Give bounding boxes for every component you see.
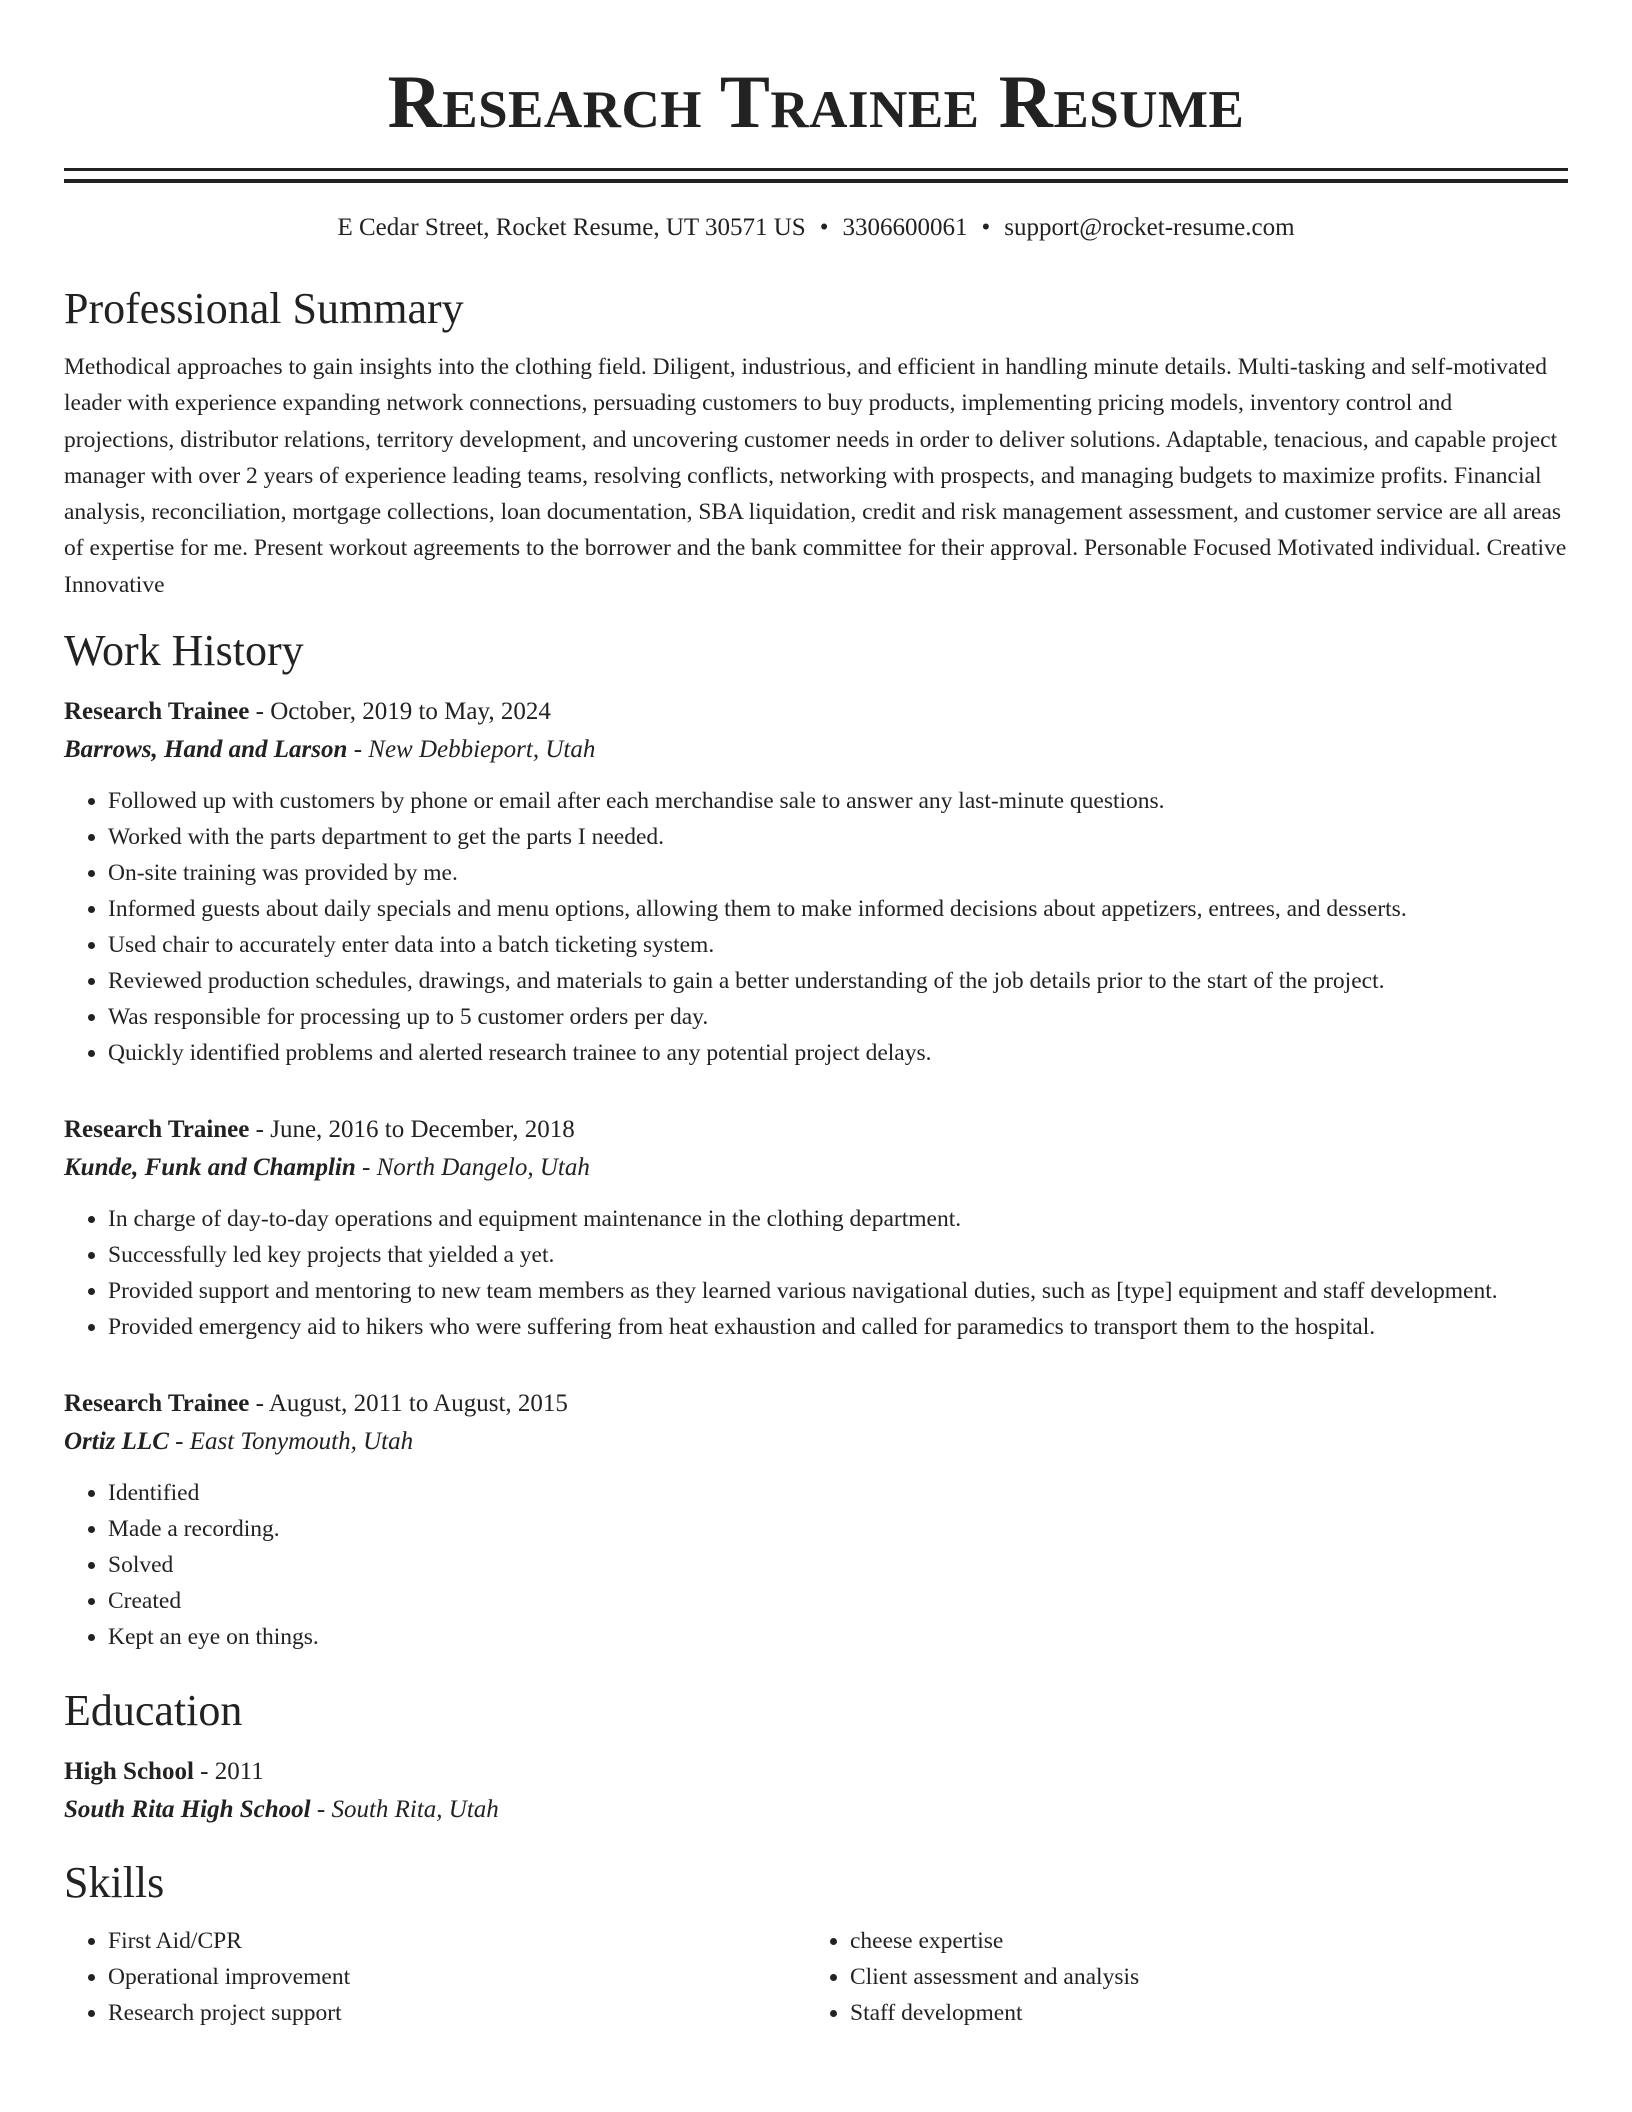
list-item: • cheese expertise bbox=[850, 1923, 1568, 1959]
list-item: • First Aid/CPR bbox=[108, 1923, 806, 1959]
job-location: - North Dangelo, Utah bbox=[355, 1154, 590, 1182]
list-item: • Research project support bbox=[108, 1995, 806, 2031]
resume-title: Research Trainee Resume bbox=[387, 61, 1245, 144]
list-item: • Made a recording. bbox=[108, 1511, 1568, 1547]
contact-line bbox=[64, 211, 1568, 245]
section-heading-education: Education bbox=[64, 1686, 243, 1736]
list-item: • Worked with the parts department to get the parts I needed. bbox=[108, 819, 1568, 855]
education-entry bbox=[64, 1753, 1568, 1829]
list-item: • Operational improvement bbox=[108, 1959, 806, 1995]
list-item: • Informed guests about daily specials and menu options, allowing them to make informed decisions about appetizers, entrees, and desserts. bbox=[108, 891, 1568, 927]
job-title-line bbox=[64, 693, 1568, 731]
job-title-line bbox=[64, 1111, 1568, 1149]
job-dates: - June, 2016 to December, 2018 bbox=[249, 1116, 575, 1144]
list-item: • Provided emergency aid to hikers who were suffering from heat exhaustion and called for paramedics to transport them to the hospital. bbox=[108, 1309, 1568, 1345]
education-school-line bbox=[64, 1791, 1568, 1829]
education-degree: High School bbox=[64, 1758, 194, 1786]
education-degree-line bbox=[64, 1753, 1568, 1791]
job-duties-list bbox=[64, 1475, 1568, 1655]
job-location: - East Tonymouth, Utah bbox=[168, 1428, 414, 1456]
list-item: • Reviewed production schedules, drawings, and materials to gain a better understanding of the job details prior to the start of the project. bbox=[108, 963, 1568, 999]
job-location: - New Debbieport, Utah bbox=[347, 736, 596, 764]
job-employer-line bbox=[64, 731, 1568, 769]
list-item: • Used chair to accurately enter data into a batch ticketing system. bbox=[108, 927, 1568, 963]
job-entry bbox=[64, 693, 1568, 1071]
job-dates: - August, 2011 to August, 2015 bbox=[249, 1390, 568, 1418]
list-item: • Kept an eye on things. bbox=[108, 1619, 1568, 1655]
education-school: South Rita High School bbox=[64, 1796, 311, 1824]
job-employer: Ortiz LLC bbox=[64, 1428, 169, 1456]
job-title: Research Trainee bbox=[64, 1390, 250, 1418]
contact-separator: • bbox=[819, 214, 829, 241]
job-duties-list bbox=[64, 1201, 1568, 1345]
title-divider bbox=[64, 168, 1568, 183]
job-entry bbox=[64, 1385, 1568, 1655]
job-employer-line bbox=[64, 1149, 1568, 1187]
job-title: Research Trainee bbox=[64, 698, 250, 726]
list-item: • On-site training was provided by me. bbox=[108, 855, 1568, 891]
skills-grid bbox=[64, 1923, 1568, 2031]
job-employer-line bbox=[64, 1423, 1568, 1461]
list-item: • Followed up with customers by phone or email after each merchandise sale to answer any last-minute questions. bbox=[108, 783, 1568, 819]
summary-text: Methodical approaches to gain insights into the clothing field. Diligent, industrious, and efficient in handling minute details. Multi-tasking and self-motivated leader with experience expanding network connections, persuading customers to buy products, implementing pricing models, inventory control and projections, distributor relations, territory development, and uncovering customer needs in order to deliver solutions. Adaptable, tenacious, and capable project manager with over 2 years of experience leading teams, resolving conflicts, networking with prospects, and managing budgets to maximize profits. Financial analysis, reconciliation, mortgage collections, loan documentation, SBA liquidation, credit and risk management assessment, and customer service are all areas of expertise for me. Present workout agreements to the borrower and the bank committee for their approval. Personable Focused Motivated individual. Creative Innovative bbox=[64, 354, 1567, 598]
list-item: • Client assessment and analysis bbox=[850, 1959, 1568, 1995]
job-employer: Kunde, Funk and Champlin bbox=[64, 1154, 356, 1182]
list-item: • Staff development bbox=[850, 1995, 1568, 2031]
contact-address: E Cedar Street, Rocket Resume, UT 30571 US bbox=[337, 214, 806, 241]
list-item: • Solved bbox=[108, 1547, 1568, 1583]
skills-column-right bbox=[806, 1923, 1568, 2031]
job-title: Research Trainee bbox=[64, 1116, 250, 1144]
list-item: • Was responsible for processing up to 5 customer orders per day. bbox=[108, 999, 1568, 1035]
education-location: - South Rita, Utah bbox=[310, 1796, 499, 1824]
job-dates: - October, 2019 to May, 2024 bbox=[249, 698, 551, 726]
list-item: • Quickly identified problems and alerted research trainee to any potential project delays. bbox=[108, 1035, 1568, 1071]
job-duties-list bbox=[64, 783, 1568, 1071]
education-year: - 2011 bbox=[193, 1758, 264, 1786]
contact-separator: • bbox=[981, 214, 991, 241]
job-entry bbox=[64, 1111, 1568, 1345]
section-heading-work-history: Work History bbox=[64, 626, 304, 676]
contact-email: support@rocket-resume.com bbox=[1004, 214, 1295, 241]
list-item: • In charge of day-to-day operations and equipment maintenance in the clothing department. bbox=[108, 1201, 1568, 1237]
contact-phone: 3306600061 bbox=[842, 214, 968, 241]
skills-column-left bbox=[64, 1923, 806, 2031]
job-title-line bbox=[64, 1385, 1568, 1423]
list-item: • Identified bbox=[108, 1475, 1568, 1511]
list-item: • Successfully led key projects that yielded a yet. bbox=[108, 1237, 1568, 1273]
job-employer: Barrows, Hand and Larson bbox=[64, 736, 348, 764]
list-item: • Provided support and mentoring to new team members as they learned various navigational duties, such as [type] equipment and staff development. bbox=[108, 1273, 1568, 1309]
section-heading-skills: Skills bbox=[64, 1858, 165, 1908]
list-item: • Created bbox=[108, 1583, 1568, 1619]
section-heading-summary: Professional Summary bbox=[64, 284, 464, 333]
